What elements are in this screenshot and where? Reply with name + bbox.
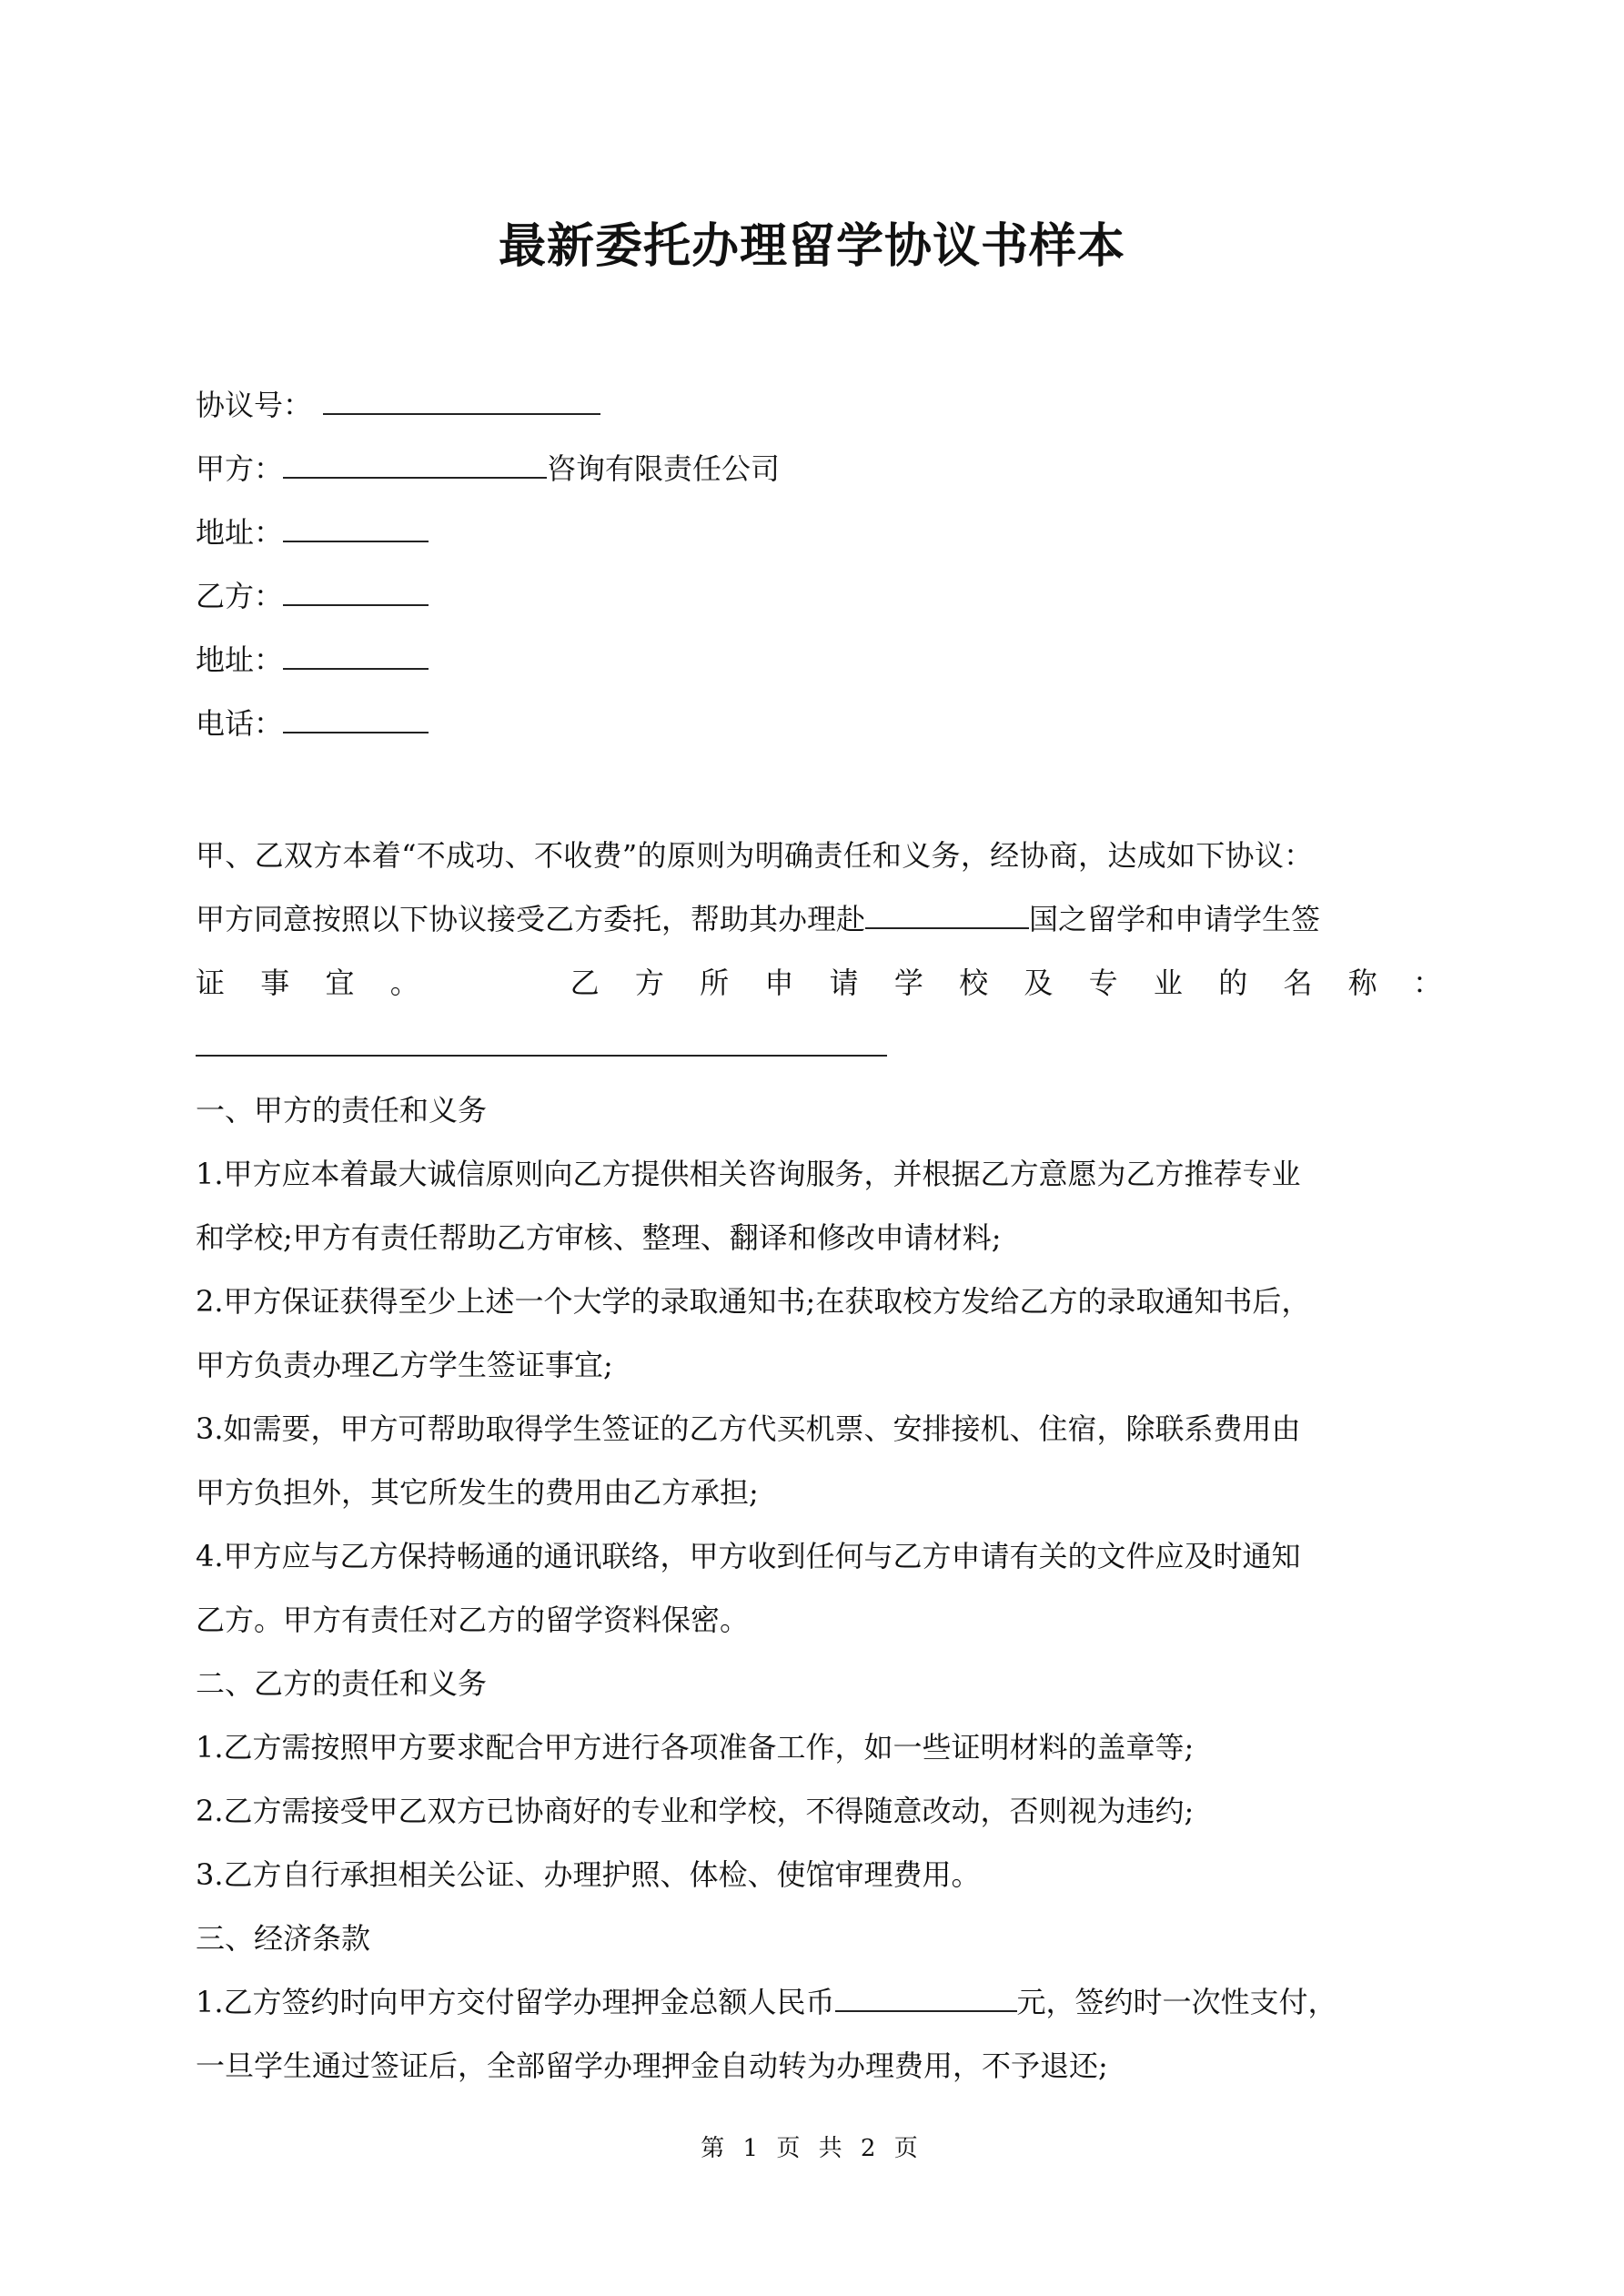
- destination-country-blank[interactable]: [865, 904, 1029, 929]
- section-2-line: 3.乙方自行承担相关公证、办理护照、体检、使馆审理费用。: [196, 1857, 981, 1892]
- section-3-heading: 三、经济条款: [196, 1921, 371, 1956]
- section-3-line-1: [196, 1984, 1442, 2020]
- party-b-address-field: [196, 642, 429, 678]
- section-3-line-2: 一旦学生通过签证后，全部留学办理押金自动转为办理费用，不予退还;: [196, 2048, 1108, 2083]
- party-a-suffix: 咨询有限责任公司: [547, 451, 781, 486]
- school-major-line: [196, 1028, 1442, 1065]
- intro-line-1: 甲、乙双方本着“不成功、不收费”的原则为明确责任和义务，经协商，达成如下协议：: [196, 838, 1314, 873]
- section-1-line: 和学校;甲方有责任帮助乙方审核、整理、翻译和修改申请材料;: [196, 1220, 1002, 1255]
- party-a-address-field: [196, 514, 429, 551]
- party-a-address-blank[interactable]: [283, 517, 429, 542]
- section-1-line: 乙方。甲方有责任对乙方的留学资料保密。: [196, 1603, 750, 1637]
- section-1-line: 甲方负担外，其它所发生的费用由乙方承担;: [196, 1475, 759, 1510]
- page-footer: 第 1 页 共 2 页: [701, 2135, 923, 2162]
- intro-line-2: [196, 901, 1442, 937]
- intro-line-3: 证事宜。 乙方所申请学校及专业的名称：: [196, 966, 1442, 1000]
- section-1-line: 3.如需要，甲方可帮助取得学生签证的乙方代买机票、安排接机、住宿，除联系费用由: [196, 1411, 1301, 1446]
- field-label: 乙方：: [196, 579, 284, 613]
- field-label: 电话：: [196, 706, 284, 741]
- party-a-blank[interactable]: [283, 453, 547, 479]
- section-1-heading: 一、甲方的责任和义务: [196, 1093, 488, 1128]
- section-2-heading: 二、乙方的责任和义务: [196, 1666, 488, 1701]
- intro-line-2-after: 国之留学和申请学生签: [1029, 902, 1321, 936]
- section-1-line: 1.甲方应本着最大诚信原则向乙方提供相关咨询服务，并根据乙方意愿为乙方推荐专业: [196, 1157, 1301, 1191]
- field-label: 协议号：: [196, 388, 313, 422]
- deposit-amount-blank[interactable]: [835, 1987, 1017, 2012]
- phone-field: [196, 705, 429, 742]
- section-1-line: 4.甲方应与乙方保持畅通的通讯联络，甲方收到任何与乙方申请有关的文件应及时通知: [196, 1539, 1301, 1573]
- field-label: 甲方：: [196, 451, 284, 486]
- section-1-line: 2.甲方保证获得至少上述一个大学的录取通知书;在获取校方发给乙方的录取通知书后，: [196, 1284, 1311, 1319]
- agreement-number-blank[interactable]: [323, 389, 600, 415]
- section-1-line: 甲方负责办理乙方学生签证事宜;: [196, 1348, 613, 1382]
- section-3-line-1-before: 1.乙方签约时向甲方交付留学办理押金总额人民币: [196, 1985, 835, 2019]
- section-3-line-1-after: 元，签约时一次性支付，: [1016, 1985, 1337, 2019]
- field-label: 地址：: [196, 515, 284, 550]
- document-title: 最新委托办理留学协议书样本: [498, 219, 1125, 274]
- phone-blank[interactable]: [283, 708, 429, 733]
- section-2-line: 1.乙方需按照甲方要求配合甲方进行各项准备工作，如一些证明材料的盖章等;: [196, 1730, 1195, 1765]
- intro-line-2-before: 甲方同意按照以下协议接受乙方委托，帮助其办理赴: [196, 902, 866, 936]
- party-b-blank[interactable]: [283, 581, 429, 606]
- field-label: 地址：: [196, 642, 284, 677]
- agreement-number-field: [196, 387, 600, 423]
- section-2-line: 2.乙方需接受甲乙双方已协商好的专业和学校，不得随意改动，否则视为违约;: [196, 1794, 1195, 1828]
- party-a-field: [196, 450, 780, 487]
- school-major-blank[interactable]: [196, 1031, 887, 1057]
- party-b-address-blank[interactable]: [283, 644, 429, 670]
- party-b-field: [196, 578, 429, 614]
